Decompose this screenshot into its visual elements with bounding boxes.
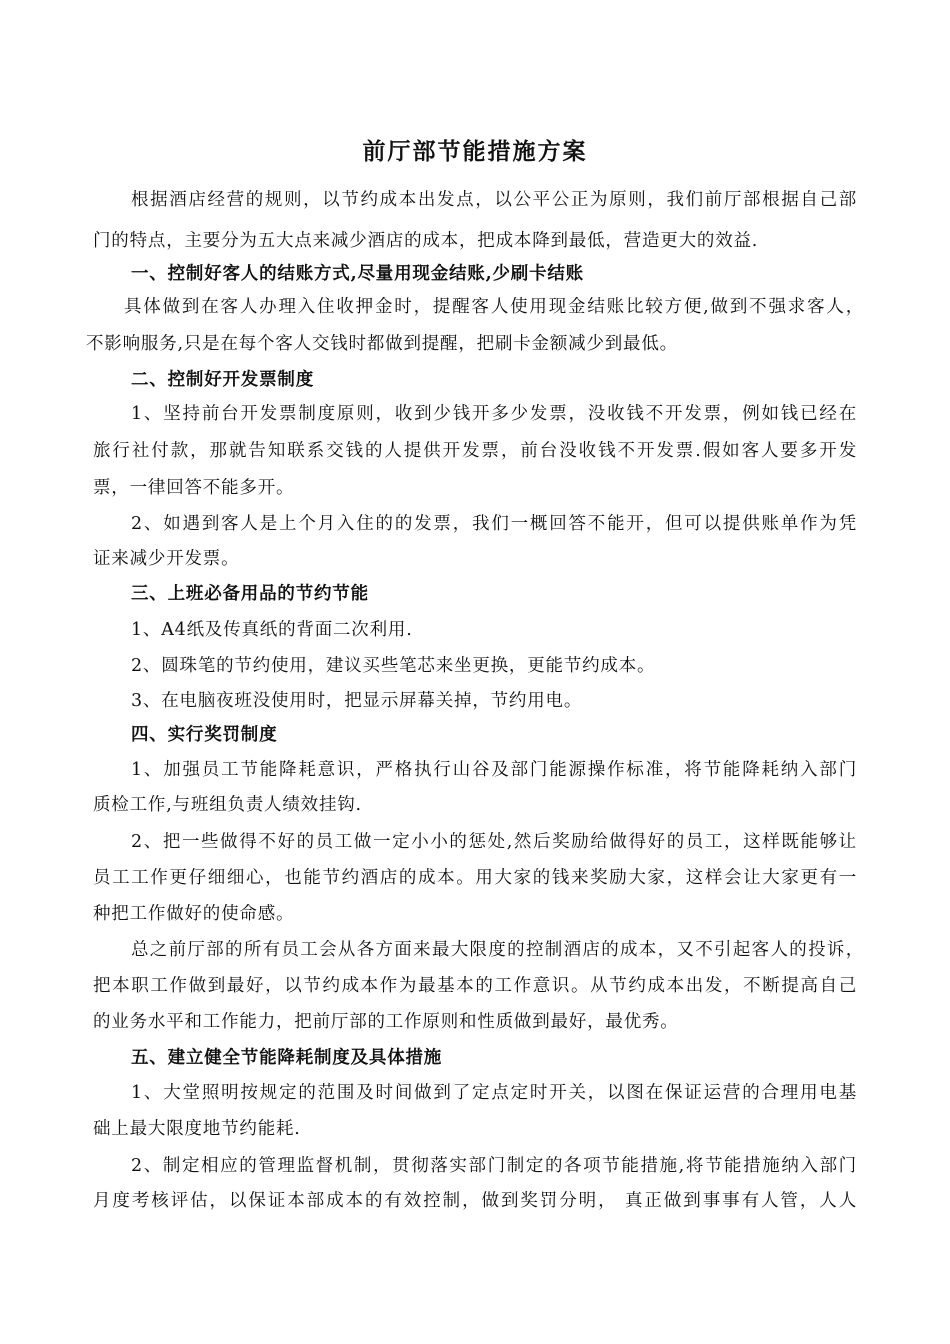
section-heading-5: 五、建立健全节能降耗制度及具体措施: [131, 1048, 443, 1068]
paragraph-line: 票，一律回答不能多开。: [93, 478, 295, 498]
paragraph-line: 1、加强员工节能降耗意识，严格执行山谷及部门能源操作标准，将节能降耗纳入部门: [131, 760, 857, 780]
paragraph-line: 总之前厅部的所有员工会从各方面来最大限度的控制酒店的成本，又不引起客人的投诉，: [131, 940, 864, 960]
section-heading-2: 二、控制好开发票制度: [131, 370, 314, 390]
paragraph-line: 2、如遇到客人是上个月入住的的发票，我们一概回答不能开，但可以提供账单作为凭: [131, 514, 857, 534]
paragraph-line: 1、坚持前台开发票制度原则，收到少钱开多少发票，没收钱不开发票，例如钱已经在: [131, 404, 857, 424]
section-heading-1: 一、控制好客人的结账方式,尽量用现金结账,少刷卡结账: [131, 264, 584, 284]
paragraph-line: 员工工作更仔细细心，也能节约酒店的成本。用大家的钱来奖励大家，这样会让大家更有一: [93, 868, 857, 888]
paragraph-line: 质检工作,与班组负责人绩效挂钩.: [93, 795, 362, 815]
paragraph-line: 1、大堂照明按规定的范围及时间做到了定点定时开关，以图在保证运营的合理用电基: [131, 1083, 857, 1103]
paragraph-line: 门的特点，主要分为五大点来减少酒店的成本，把成本降到最低，营造更大的效益.: [93, 231, 759, 251]
paragraph-line: 种把工作做好的使命感。: [93, 904, 295, 924]
paragraph-line: 2、制定相应的管理监督机制，贯彻落实部门制定的各项节能措施,将节能措施纳入部门: [131, 1156, 857, 1176]
page-title: 前厅部节能措施方案: [362, 138, 588, 165]
paragraph-line: 3、在电脑夜班没使用时，把显示屏幕关掉，节约用电。: [131, 691, 583, 711]
section-heading-3: 三、上班必备用品的节约节能: [131, 584, 369, 604]
paragraph-line: 2、把一些做得不好的员工做一定小小的惩处,然后奖励给做得好的员工，这样既能够让: [131, 832, 857, 852]
paragraph-line: 根据酒店经营的规则，以节约成本出发点，以公平公正为原则，我们前厅部根据自己部: [131, 190, 857, 210]
paragraph-line: 旅行社付款，那就告知联系交钱的人提供开发票，前台没收钱不开发票.假如客人要多开发: [93, 441, 857, 461]
paragraph-line: 具体做到在客人办理入住收押金时，提醒客人使用现金结账比较方便,做到不强求客人，: [124, 297, 864, 317]
paragraph-line: 2、圆珠笔的节约使用，建议买些笔芯来坐更换，更能节约成本。: [131, 656, 656, 676]
paragraph-line: 证来减少开发票。: [93, 549, 240, 569]
paragraph-line: 不影响服务,只是在每个客人交钱时都做到提醒，把刷卡金额减少到最低。: [86, 334, 678, 354]
paragraph-line: 月度考核评估，以保证本部成本的有效控制，做到奖罚分明， 真正做到事事有人管，人人: [93, 1191, 857, 1211]
paragraph-line: 把本职工作做到最好，以节约成本作为最基本的工作意识。从节约成本出发，不断提高自己: [93, 976, 857, 996]
paragraph-line: 1、A4纸及传真纸的背面二次利用.: [131, 620, 413, 640]
paragraph-line: 的业务水平和工作能力，把前厅部的工作原则和性质做到最好，最优秀。: [93, 1012, 679, 1032]
section-heading-4: 四、实行奖罚制度: [131, 725, 278, 745]
paragraph-line: 础上最大限度地节约能耗.: [93, 1119, 301, 1139]
